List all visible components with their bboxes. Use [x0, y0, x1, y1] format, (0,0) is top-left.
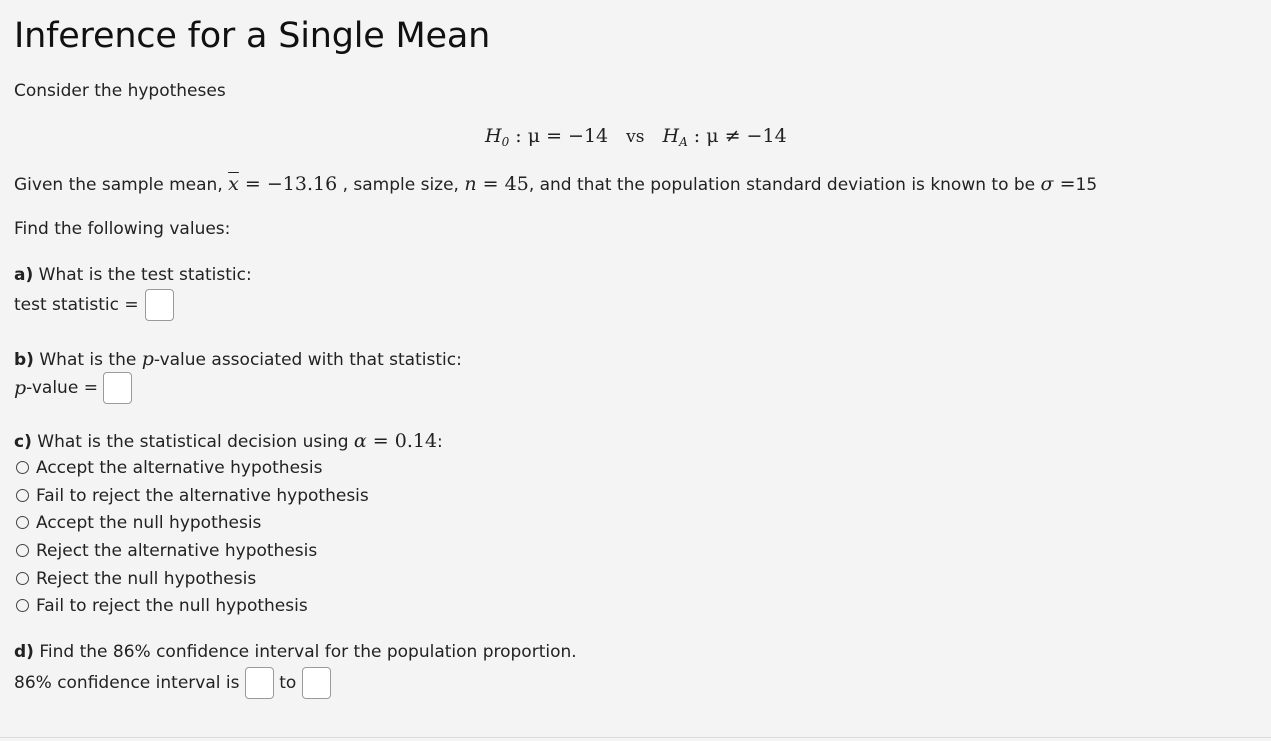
vs-text: vs	[626, 127, 645, 147]
decision-option[interactable]	[16, 541, 317, 561]
bottom-divider	[0, 737, 1271, 738]
part-c-text-1: What is the statistical decision using	[31, 432, 354, 452]
part-a-question	[14, 265, 252, 285]
p-value-symbol: p	[14, 377, 27, 399]
sigma-symbol: σ	[1040, 173, 1054, 195]
part-c-label: c)	[14, 432, 32, 452]
ha-relation: : μ ≠ −14	[687, 125, 787, 147]
intro-text: Consider the hypotheses	[14, 81, 226, 101]
decision-option-label: Accept the alternative hypothesis	[36, 458, 323, 478]
to-label: to	[279, 673, 297, 693]
h0-subscript: 0	[501, 135, 510, 149]
test-statistic-input[interactable]	[145, 289, 174, 321]
decision-option-label: Reject the alternative hypothesis	[36, 541, 318, 561]
radio-button[interactable]	[16, 572, 29, 585]
sigma-value: 15	[1075, 175, 1098, 195]
p-value-input[interactable]	[103, 372, 132, 404]
radio-button[interactable]	[16, 461, 29, 474]
part-a-text: What is the test statistic:	[33, 265, 252, 285]
hypotheses-display	[485, 125, 787, 149]
radio-button[interactable]	[16, 599, 29, 612]
page-title: Inference for a Single Mean	[14, 16, 491, 56]
decision-option-label: Accept the null hypothesis	[36, 513, 262, 533]
part-a-answer-row	[14, 289, 174, 321]
p-symbol: p	[141, 348, 154, 370]
ha-symbol: H	[662, 125, 680, 147]
n-value: = 45	[476, 173, 529, 195]
xbar-value: = −13.16	[238, 173, 338, 195]
decision-option-label: Reject the null hypothesis	[36, 569, 257, 589]
part-b-label: b)	[14, 350, 34, 370]
given-text-3: , and that the population standard deviation is known to be	[528, 175, 1041, 195]
part-d-question	[14, 642, 577, 662]
find-text: Find the following values:	[14, 219, 231, 239]
part-a-label: a)	[14, 265, 34, 285]
p-value-label: -value =	[26, 378, 98, 398]
part-d-text: Find the 86% confidence interval for the population proportion.	[33, 642, 577, 662]
part-d-answer-row	[14, 667, 331, 699]
ci-upper-input[interactable]	[302, 667, 331, 699]
part-c-question	[14, 430, 443, 452]
alpha-value: = 0.14	[366, 430, 438, 452]
decision-option-label: Fail to reject the alternative hypothesis	[36, 486, 369, 506]
part-b-question	[14, 348, 462, 370]
confidence-interval-label: 86% confidence interval is	[14, 673, 240, 693]
decision-option[interactable]	[16, 486, 369, 506]
decision-option[interactable]	[16, 458, 322, 478]
part-b-text-1: What is the	[33, 350, 142, 370]
decision-option[interactable]	[16, 596, 308, 616]
alpha-symbol: α	[353, 430, 367, 452]
part-c-text-2: :	[437, 432, 443, 452]
radio-button[interactable]	[16, 516, 29, 529]
radio-button[interactable]	[16, 544, 29, 557]
n-symbol: n	[464, 173, 477, 195]
given-text-1: Given the sample mean,	[14, 175, 229, 195]
part-d-label: d)	[14, 642, 34, 662]
ha-subscript: A	[679, 135, 688, 149]
h0-symbol: H	[485, 125, 502, 147]
h0-relation: : μ = −14	[509, 125, 609, 147]
sigma-equals: =	[1053, 173, 1076, 195]
test-statistic-label: test statistic =	[14, 295, 139, 315]
part-b-text-2: -value associated with that statistic:	[153, 350, 462, 370]
decision-option-label: Fail to reject the null hypothesis	[36, 596, 308, 616]
ci-lower-input[interactable]	[245, 667, 274, 699]
radio-button[interactable]	[16, 489, 29, 502]
decision-option[interactable]	[16, 513, 261, 533]
part-b-answer-row	[14, 372, 132, 404]
decision-option[interactable]	[16, 569, 256, 589]
given-text	[14, 173, 1097, 195]
xbar-symbol: $\overline{x}$	[228, 173, 239, 195]
given-text-2: , sample size,	[337, 175, 465, 195]
